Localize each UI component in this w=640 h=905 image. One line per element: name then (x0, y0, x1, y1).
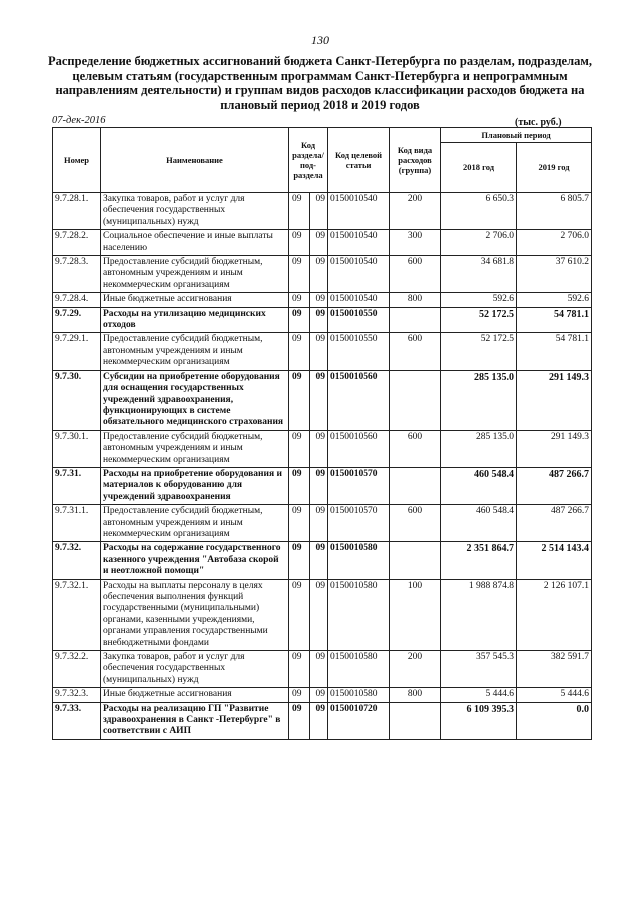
row-article: 0150010580 (328, 688, 390, 702)
table-row (53, 193, 592, 230)
row-amount-2019: 0.0 (517, 702, 592, 739)
table-row (53, 333, 592, 370)
row-name: Субсидии на приобретение оборудования для оснащения государственных учреждений здравоохранения, функционирующих в системе обязательного медицинского страхования (101, 370, 289, 430)
table-row (53, 256, 592, 293)
row-name: Расходы на реализацию ГП "Развитие здравоохранения в Санкт -Петербурге" в соответствии с АИП (101, 702, 289, 739)
row-expense-type (390, 467, 441, 504)
row-expense-type: 300 (390, 230, 441, 256)
row-amount-2018: 1 988 874.8 (441, 579, 517, 650)
row-amount-2018: 2 351 864.7 (441, 542, 517, 579)
row-expense-type (390, 702, 441, 739)
row-amount-2018: 592.6 (441, 293, 517, 307)
table-row (53, 230, 592, 256)
row-subsection: 09 (310, 542, 328, 579)
row-section: 09 (289, 430, 310, 467)
table-row (53, 430, 592, 467)
row-article: 0150010580 (328, 542, 390, 579)
row-article: 0150010550 (328, 307, 390, 333)
row-name: Закупка товаров, работ и услуг для обеспечения государственных (муниципальных) нужд (101, 193, 289, 230)
row-article: 0150010540 (328, 293, 390, 307)
row-section: 09 (289, 702, 310, 739)
row-subsection: 09 (310, 293, 328, 307)
row-amount-2019: 382 591.7 (517, 651, 592, 688)
row-amount-2019: 6 805.7 (517, 193, 592, 230)
header-expense-type: Код вида расходов (группа) (390, 128, 441, 193)
row-amount-2018: 285 135.0 (441, 370, 517, 430)
row-article: 0150010540 (328, 193, 390, 230)
row-subsection: 09 (310, 230, 328, 256)
header-planned-period: Плановый период (441, 128, 592, 143)
row-amount-2019: 2 126 107.1 (517, 579, 592, 650)
row-number: 9.7.28.3. (53, 256, 101, 293)
row-amount-2019: 5 444.6 (517, 688, 592, 702)
budget-rows (53, 193, 592, 740)
header-name: Наименование (101, 128, 289, 193)
row-amount-2018: 460 548.4 (441, 467, 517, 504)
row-section: 09 (289, 370, 310, 430)
row-amount-2018: 34 681.8 (441, 256, 517, 293)
table-row (53, 467, 592, 504)
row-amount-2018: 5 444.6 (441, 688, 517, 702)
header-article: Код целевой статьи (328, 128, 390, 193)
row-name: Иные бюджетные ассигнования (101, 293, 289, 307)
row-number: 9.7.31.1. (53, 505, 101, 542)
row-section: 09 (289, 293, 310, 307)
row-amount-2019: 487 266.7 (517, 467, 592, 504)
page-number: 130 (311, 33, 329, 47)
row-number: 9.7.29. (53, 307, 101, 333)
row-subsection: 09 (310, 505, 328, 542)
row-name: Предоставление субсидий бюджетным, автономным учреждениям и иным некоммерческим организациям (101, 333, 289, 370)
row-name: Расходы на содержание государственного казенного учреждения "Автобаза скорой и неотложной помощи" (101, 542, 289, 579)
row-article: 0150010580 (328, 579, 390, 650)
row-amount-2019: 37 610.2 (517, 256, 592, 293)
row-number: 9.7.30. (53, 370, 101, 430)
row-number: 9.7.30.1. (53, 430, 101, 467)
table-row (53, 651, 592, 688)
table-row (53, 307, 592, 333)
row-section: 09 (289, 256, 310, 293)
table-row (53, 505, 592, 542)
row-name: Предоставление субсидий бюджетным, автономным учреждениям и иным некоммерческим организациям (101, 256, 289, 293)
row-number: 9.7.31. (53, 467, 101, 504)
row-expense-type (390, 307, 441, 333)
row-number: 9.7.32.3. (53, 688, 101, 702)
row-subsection: 09 (310, 430, 328, 467)
row-name: Расходы на выплаты персоналу в целях обеспечения выполнения функций государственными (муниципальными) органами, казенными учреждениями, органами управления государственными внебюджетными фондами (101, 579, 289, 650)
document-date: 07-дек-2016 (52, 115, 106, 126)
header-section: Код раздела/ под-раздела (289, 128, 328, 193)
row-expense-type: 600 (390, 430, 441, 467)
row-article: 0150010540 (328, 256, 390, 293)
row-subsection: 09 (310, 702, 328, 739)
row-amount-2019: 54 781.1 (517, 307, 592, 333)
row-subsection: 09 (310, 193, 328, 230)
row-number: 9.7.28.4. (53, 293, 101, 307)
row-article: 0150010720 (328, 702, 390, 739)
table-row (53, 542, 592, 579)
row-expense-type: 600 (390, 505, 441, 542)
row-amount-2019: 291 149.3 (517, 430, 592, 467)
row-subsection: 09 (310, 651, 328, 688)
row-section: 09 (289, 579, 310, 650)
row-amount-2018: 2 706.0 (441, 230, 517, 256)
row-article: 0150010540 (328, 230, 390, 256)
row-subsection: 09 (310, 307, 328, 333)
units-label: (тыс. руб.) (515, 117, 562, 128)
row-name: Предоставление субсидий бюджетным, автономным учреждениям и иным некоммерческим организациям (101, 430, 289, 467)
table-row (53, 370, 592, 430)
row-number: 9.7.33. (53, 702, 101, 739)
row-article: 0150010570 (328, 467, 390, 504)
row-number: 9.7.28.1. (53, 193, 101, 230)
row-section: 09 (289, 505, 310, 542)
row-number: 9.7.32.1. (53, 579, 101, 650)
row-amount-2019: 2 514 143.4 (517, 542, 592, 579)
row-amount-2019: 592.6 (517, 293, 592, 307)
row-subsection: 09 (310, 256, 328, 293)
row-expense-type (390, 370, 441, 430)
row-subsection: 09 (310, 467, 328, 504)
row-expense-type (390, 542, 441, 579)
row-section: 09 (289, 688, 310, 702)
table-row (53, 293, 592, 307)
row-name: Предоставление субсидий бюджетным, автономным учреждениям и иным некоммерческим организациям (101, 505, 289, 542)
row-amount-2018: 52 172.5 (441, 333, 517, 370)
row-amount-2019: 291 149.3 (517, 370, 592, 430)
row-expense-type: 200 (390, 193, 441, 230)
row-section: 09 (289, 230, 310, 256)
row-article: 0150010560 (328, 370, 390, 430)
row-section: 09 (289, 307, 310, 333)
row-expense-type: 100 (390, 579, 441, 650)
row-article: 0150010560 (328, 430, 390, 467)
document-title: Распределение бюджетных ассигнований бюджета Санкт-Петербурга по разделам, подразделам, целевым статьям (государственным программам Санкт-Петербурга и непрограммным направлениям деятельности) и группам видов расходов классификации расходов бюджета на плановый период 2018 и 2019 годов (47, 54, 593, 112)
row-name: Закупка товаров, работ и услуг для обеспечения государственных (муниципальных) нужд (101, 651, 289, 688)
row-amount-2018: 460 548.4 (441, 505, 517, 542)
header-year-2018: 2018 год (441, 142, 517, 192)
row-amount-2019: 487 266.7 (517, 505, 592, 542)
row-amount-2018: 6 109 395.3 (441, 702, 517, 739)
row-section: 09 (289, 193, 310, 230)
row-expense-type: 800 (390, 688, 441, 702)
row-subsection: 09 (310, 688, 328, 702)
row-subsection: 09 (310, 579, 328, 650)
row-number: 9.7.32.2. (53, 651, 101, 688)
header-year-2019: 2019 год (517, 142, 592, 192)
row-amount-2018: 52 172.5 (441, 307, 517, 333)
row-section: 09 (289, 333, 310, 370)
row-name: Иные бюджетные ассигнования (101, 688, 289, 702)
table-row (53, 702, 592, 739)
row-expense-type: 200 (390, 651, 441, 688)
row-expense-type: 600 (390, 256, 441, 293)
row-article: 0150010570 (328, 505, 390, 542)
table-row (53, 579, 592, 650)
row-name: Социальное обеспечение и иные выплаты населению (101, 230, 289, 256)
row-article: 0150010550 (328, 333, 390, 370)
row-name: Расходы на утилизацию медицинских отходов (101, 307, 289, 333)
row-amount-2019: 54 781.1 (517, 333, 592, 370)
table-row (53, 688, 592, 702)
budget-table (52, 127, 592, 740)
row-subsection: 09 (310, 333, 328, 370)
row-number: 9.7.29.1. (53, 333, 101, 370)
row-subsection: 09 (310, 370, 328, 430)
row-expense-type: 800 (390, 293, 441, 307)
row-number: 9.7.32. (53, 542, 101, 579)
row-article: 0150010580 (328, 651, 390, 688)
header-number: Номер (53, 128, 101, 193)
row-section: 09 (289, 467, 310, 504)
row-amount-2018: 6 650.3 (441, 193, 517, 230)
row-section: 09 (289, 651, 310, 688)
row-number: 9.7.28.2. (53, 230, 101, 256)
row-amount-2018: 285 135.0 (441, 430, 517, 467)
row-name: Расходы на приобретение оборудования и материалов к оборудованию для учреждений здравоохранения (101, 467, 289, 504)
row-amount-2018: 357 545.3 (441, 651, 517, 688)
row-amount-2019: 2 706.0 (517, 230, 592, 256)
row-section: 09 (289, 542, 310, 579)
row-expense-type: 600 (390, 333, 441, 370)
